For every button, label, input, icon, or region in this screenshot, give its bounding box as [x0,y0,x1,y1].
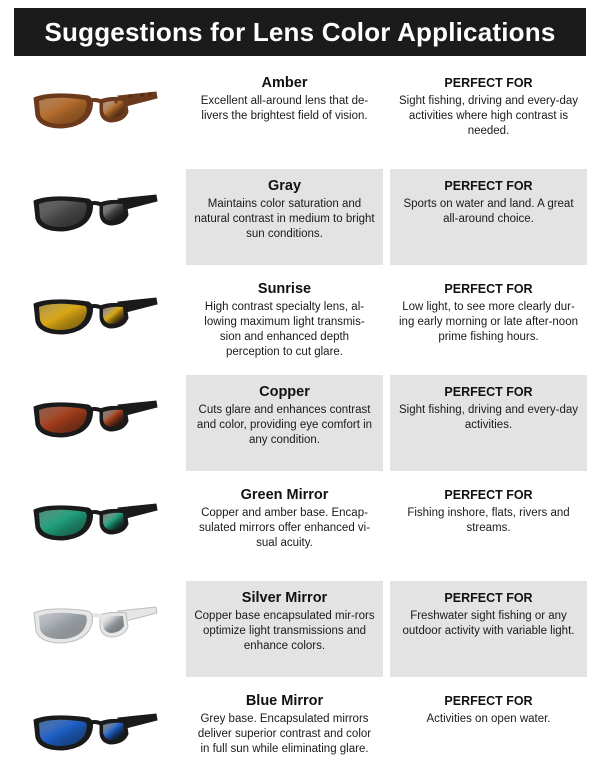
perfect-for-cell [390,272,587,368]
sunglasses-icon [30,387,160,447]
perfect-for-text: Activities on open water. [426,713,551,725]
lens-name: Sunrise [257,281,312,297]
lens-description-cell [186,169,383,265]
perfect-for-title: PERFECT FOR [444,282,533,296]
lens-description-cell [186,581,383,677]
lens-image [30,284,160,344]
sunglasses-icon [30,78,160,138]
lens-description: High contrast specialty lens, al-lowing maximum light transmis-sion and enhanced depth perception to cut glare. [204,301,365,358]
perfect-for-text: Fishing inshore, flats, rivers and streams. [407,507,570,534]
perfect-for-text: Sports on water and land. A great all-around choice. [403,198,574,225]
lens-description-cell [186,684,383,780]
lens-description-cell [186,66,383,162]
lens-image [30,181,160,241]
page-title: Suggestions for Lens Color Applications [44,16,556,47]
lens-description: Grey base. Encapsulated mirrors deliver superior contrast and color in full sun while eliminating glare. [197,713,372,755]
lens-description: Excellent all-around lens that de-livers the brightest field of vision. [200,95,369,122]
lens-description-cell [186,478,383,574]
lens-name: Silver Mirror [241,590,328,606]
lens-description: Copper base encapsulated mir-rors optimize light transmissions and enhance colors. [194,610,375,652]
perfect-for-title: PERFECT FOR [444,694,533,708]
perfect-for-cell [390,684,587,780]
perfect-for-cell [390,581,587,677]
lens-image [30,490,160,550]
lens-row [0,66,600,162]
page-header [14,8,586,56]
lens-name: Green Mirror [240,487,329,503]
lens-name: Copper [259,384,310,400]
perfect-for-text: Low light, to see more clearly dur-ing early morning or late after-noon prime fishing hours. [399,301,578,343]
lens-description: Copper and amber base. Encap-sulated mirrors offer enhanced vi-sual acuity. [198,507,371,549]
perfect-for-text: Freshwater sight fishing or any outdoor activity with variable light. [402,610,575,637]
lens-name: Amber [261,75,308,91]
perfect-for-cell [390,375,587,471]
perfect-for-title: PERFECT FOR [444,488,533,502]
perfect-for-cell [390,66,587,162]
perfect-for-text: Sight fishing, driving and every-day activities. [399,404,578,431]
lens-description: Cuts glare and enhances contrast and color, providing eye comfort in any condition. [196,404,373,446]
lens-description-cell [186,375,383,471]
lens-row [0,581,600,677]
perfect-for-title: PERFECT FOR [444,76,533,90]
sunglasses-icon [30,284,160,344]
lens-description: Maintains color saturation and natural contrast in medium to bright sun conditions. [194,198,375,240]
perfect-for-text: Sight fishing, driving and every-day activities where high contrast is needed. [399,95,578,137]
lens-row [0,272,600,368]
lens-image [30,387,160,447]
lens-image [30,700,160,760]
lens-row [0,478,600,574]
perfect-for-title: PERFECT FOR [444,591,533,605]
sunglasses-icon [30,700,160,760]
lens-image [30,78,160,138]
lens-name: Blue Mirror [245,693,324,709]
sunglasses-icon [30,181,160,241]
lens-description-cell [186,272,383,368]
lens-row [0,169,600,265]
lens-image [30,593,160,653]
perfect-for-title: PERFECT FOR [444,179,533,193]
perfect-for-cell [390,478,587,574]
sunglasses-icon [30,593,160,653]
lens-row [0,684,600,780]
lens-name: Gray [267,178,302,194]
sunglasses-icon [30,490,160,550]
perfect-for-cell [390,169,587,265]
lens-row [0,375,600,471]
perfect-for-title: PERFECT FOR [444,385,533,399]
